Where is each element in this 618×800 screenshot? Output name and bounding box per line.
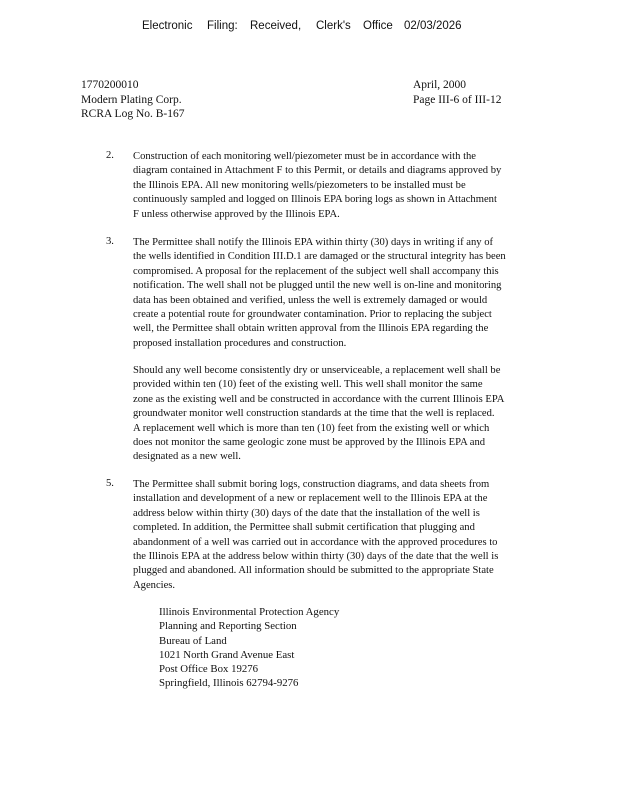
text-line: does not monitor the same geologic zone must be approved by the Illinois EPA and xyxy=(133,437,486,449)
text-line: Construction of each monitoring well/piezometer must be in accordance with the xyxy=(133,151,477,162)
document-date: April, 2000 xyxy=(413,79,467,91)
address-line: Post Office Box 19276 xyxy=(159,663,259,676)
item-paragraph xyxy=(133,236,553,351)
address-line: Bureau of Land xyxy=(159,634,227,647)
text-line: Should any well become consistently dry or unserviceable, a replacement well shall be xyxy=(133,365,501,376)
page-number: Page III-6 of III-12 xyxy=(413,93,502,106)
text-line: A replacement well which is more than ten (10) feet from the existing well or which xyxy=(133,422,490,434)
header-left xyxy=(81,78,185,122)
text-line: designated as a new well. xyxy=(133,451,241,463)
address-line: Springfield, Illinois 62794-9276 xyxy=(159,677,299,690)
item-continuation-paragraph xyxy=(133,364,553,465)
text-line: completed. In addition, the Permittee shall submit certification that plugging and xyxy=(133,522,475,534)
address-line: Illinois Environmental Protection Agency xyxy=(159,606,340,618)
log-number: RCRA Log No. B-167 xyxy=(81,108,185,120)
text-line: Agencies. xyxy=(133,579,176,591)
text-line: the wells identified in Condition III.D.1 are damaged or the structural integrity has been xyxy=(133,251,506,263)
permit-number: 1770200010 xyxy=(81,79,139,91)
text-line: data has been obtained and verified, unless the well is extremely damaged or would xyxy=(133,294,488,306)
text-line: create a potential route for groundwater contamination. Prior to replacing the subject xyxy=(133,309,492,321)
text-line: F unless otherwise approved by the Illinois EPA. xyxy=(133,208,340,220)
text-line: The Permittee shall notify the Illinois EPA within thirty (30) days in writing if any of xyxy=(133,237,494,248)
company-name: Modern Plating Corp. xyxy=(81,93,182,106)
stamp-prefix: Electronic xyxy=(142,20,193,32)
text-line: well, the Permittee shall obtain written approval from the Illinois EPA regarding the xyxy=(133,323,489,335)
text-line: provided within ten (10) feet of the existing well. This well shall monitor the same xyxy=(133,379,483,391)
text-line: the Illinois EPA. All new monitoring wells/piezometers to be installed must be xyxy=(133,179,466,191)
item-number: 2. xyxy=(106,150,114,161)
text-line: compromised. A proposal for the replacement of the subject well shall accompany this xyxy=(133,265,499,277)
stamp-date: 02/03/2026 xyxy=(404,20,462,32)
header-right xyxy=(413,78,501,107)
address-line: 1021 North Grand Avenue East xyxy=(159,648,295,661)
stamp-clerks: Clerk's xyxy=(316,20,351,32)
stamp-received: Received, xyxy=(250,20,302,32)
text-line: The Permittee shall submit boring logs, construction diagrams, and data sheets from xyxy=(133,479,490,490)
text-line: plugged and abandoned. All information should be submitted to the appropriate State xyxy=(133,565,494,577)
text-line: address below within thirty (30) days of the date that the installation of the well is xyxy=(133,507,480,519)
text-line: notification. The well shall not be plugged until the new well is on-line and monitoring xyxy=(133,280,502,292)
text-line: the Illinois EPA at the address below within thirty (30) days of the date that the well is xyxy=(133,551,499,563)
text-line: diagram contained in Attachment F to this Permit, or details and diagrams approved by xyxy=(133,165,502,177)
item-number: 3. xyxy=(106,236,114,247)
item-paragraph xyxy=(133,150,553,222)
text-line: continuously sampled and logged on Illinois EPA boring logs as shown in Attachment xyxy=(133,194,497,206)
item-paragraph xyxy=(133,478,553,593)
text-line: installation and development of a new or replacement well to the Illinois EPA at the xyxy=(133,493,488,505)
item-number: 5. xyxy=(106,478,114,489)
text-line: abandonment of a well was carried out in accordance with the approved procedures to xyxy=(133,536,498,548)
stamp-filing: Filing: xyxy=(207,20,238,32)
stamp-office: Office xyxy=(363,20,393,32)
text-line: proposed installation procedures and construction. xyxy=(133,337,347,349)
text-line: groundwater monitor well construction standards at the time that the well is replaced. xyxy=(133,408,495,420)
address-line: Planning and Reporting Section xyxy=(159,620,297,633)
text-line: zone as the existing well and be constructed in accordance with the current Illinois EPA xyxy=(133,393,505,405)
mailing-address xyxy=(159,605,339,691)
